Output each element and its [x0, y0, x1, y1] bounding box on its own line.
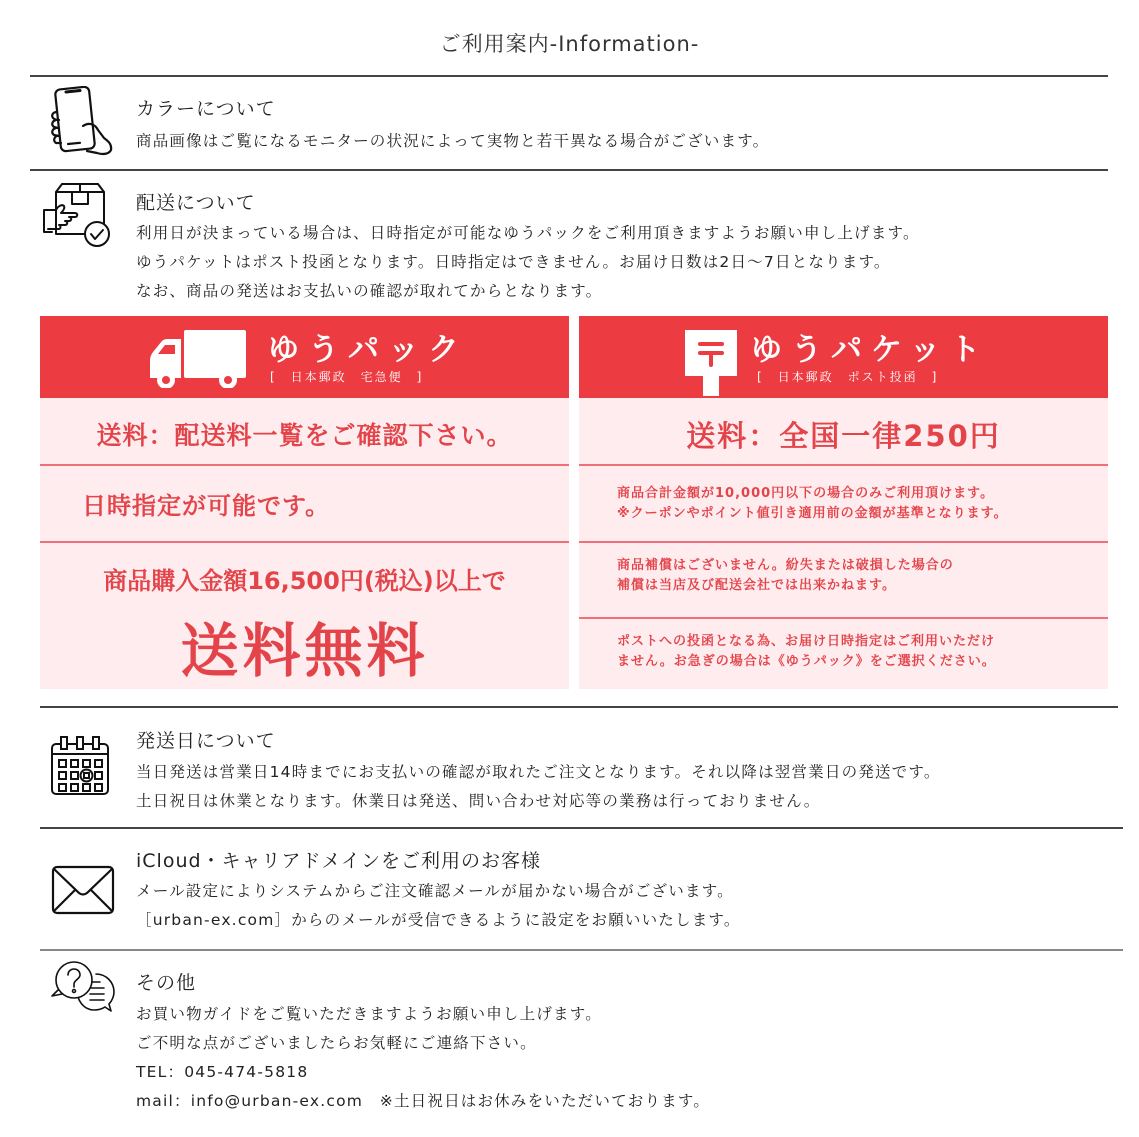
- section-body: [136, 877, 741, 935]
- note-line: 商品合計金額が10,000円以下の場合のみご利用頂けます。: [617, 486, 995, 501]
- section-heading: iCloud・キャリアドメインをご利用のお客様: [136, 850, 541, 872]
- yupack-header: [40, 316, 569, 398]
- yupacket-title: ゆうパケット: [751, 332, 990, 368]
- row-divider: [40, 464, 569, 466]
- body-line: ゆうパケットはポスト投函となります。日時指定はできません。お届け日数は2日〜7日となります。: [136, 253, 891, 271]
- section-heading: 配送について: [136, 192, 256, 214]
- email-contact: mail：info@urban-ex.com ※土日祝日はお休みをいただいております。: [136, 1092, 711, 1110]
- question-chat-bubbles-icon: [50, 958, 120, 1028]
- section-body: [136, 219, 920, 306]
- envelope-icon: [51, 865, 115, 915]
- body-line: 利用日が決まっている場合は、日時指定が可能なゆうパックをご利用頂きますようお願い申し上げます。: [136, 224, 920, 242]
- yupack-free-shipping: 送料無料: [180, 617, 429, 685]
- phone-in-hand-icon: [46, 86, 120, 158]
- calendar-icon: [50, 734, 110, 796]
- yupack-title: ゆうパック: [268, 332, 468, 368]
- page-title: ご利用案内-Information-: [439, 32, 700, 56]
- note-line: ポストへの投函となる為、お届け日時指定はご利用いただけ: [617, 634, 996, 649]
- divider: [30, 75, 1108, 77]
- section-body: [136, 758, 941, 816]
- divider: [40, 949, 1123, 951]
- note-line: 商品補償はございません。紛失または破損した場合の: [617, 558, 954, 573]
- section-delivery: [0, 172, 1139, 312]
- body-line: 商品画像はご覧になるモニターの状況によって実物と若干異なる場合がございます。: [136, 132, 770, 150]
- yupacket-fee: 送料：全国一律250円: [686, 419, 1001, 453]
- yupacket-note: [617, 556, 954, 596]
- body-line: なお、商品の発送はお支払いの確認が取れてからとなります。: [136, 282, 603, 300]
- section-heading: その他: [136, 972, 197, 994]
- row-divider: [579, 464, 1108, 466]
- yupacket-note: [617, 484, 1008, 524]
- yupack-panel: [40, 316, 569, 689]
- phone-number: TEL：045-474-5818: [136, 1063, 309, 1081]
- body-line: ご不明な点がございましたらお気軽にご連絡下さい。: [136, 1034, 537, 1052]
- body-line: メール設定によりシステムからご注文確認メールが届かない場合がございます。: [136, 882, 734, 900]
- yupacket-panel: [579, 316, 1108, 689]
- row-divider: [579, 541, 1108, 543]
- section-mail: [0, 830, 1139, 950]
- body-line: 土日祝日は休業となります。休業日は発送、問い合わせ対応等の業務は行っておりません。: [136, 792, 821, 810]
- note-line: ません。お急ぎの場合は《ゆうパック》をご選択ください。: [617, 654, 996, 669]
- section-body: [136, 1000, 710, 1116]
- divider: [40, 827, 1123, 829]
- divider: [30, 169, 1108, 171]
- truck-icon: [148, 328, 248, 388]
- section-color: [0, 80, 1139, 170]
- row-divider: [579, 617, 1108, 619]
- yupack-free-condition: 商品購入金額16,500円(税込)以上で: [103, 567, 506, 595]
- section-ship-date: [0, 710, 1139, 828]
- yupacket-note: [617, 632, 996, 672]
- body-line: 当日発送は営業日14時までにお支払いの確認が取れたご注文となります。それ以降は翌営業日の発送です。: [136, 763, 941, 781]
- section-heading: カラーについて: [136, 98, 276, 120]
- note-line: ※クーポンやポイント値引き適用前の金額が基準となります。: [617, 506, 1008, 521]
- body-line: ［urban-ex.com］からのメールが受信できるように設定をお願いいたします。: [136, 911, 741, 929]
- yupacket-subtitle: [ 日本郵政 ポスト投函 ]: [757, 370, 939, 384]
- section-body: [136, 127, 769, 156]
- package-thumbs-up-check-icon: [38, 182, 114, 252]
- yupacket-header: [579, 316, 1108, 398]
- section-heading: 発送日について: [136, 730, 276, 752]
- note-line: 補償は当店及び配送会社では出来かねます。: [617, 578, 896, 593]
- yupack-subtitle: [ 日本郵政 宅急便 ]: [270, 370, 424, 384]
- divider: [40, 706, 1118, 708]
- yupack-fee: 送料：配送料一覧をご確認下さい。: [96, 421, 513, 450]
- post-box-icon: [685, 330, 737, 396]
- yupack-date-spec: 日時指定が可能です。: [82, 492, 331, 520]
- section-other: [0, 952, 1139, 1137]
- body-line: お買い物ガイドをご覧いただきますようお願い申し上げます。: [136, 1005, 602, 1023]
- row-divider: [40, 541, 569, 543]
